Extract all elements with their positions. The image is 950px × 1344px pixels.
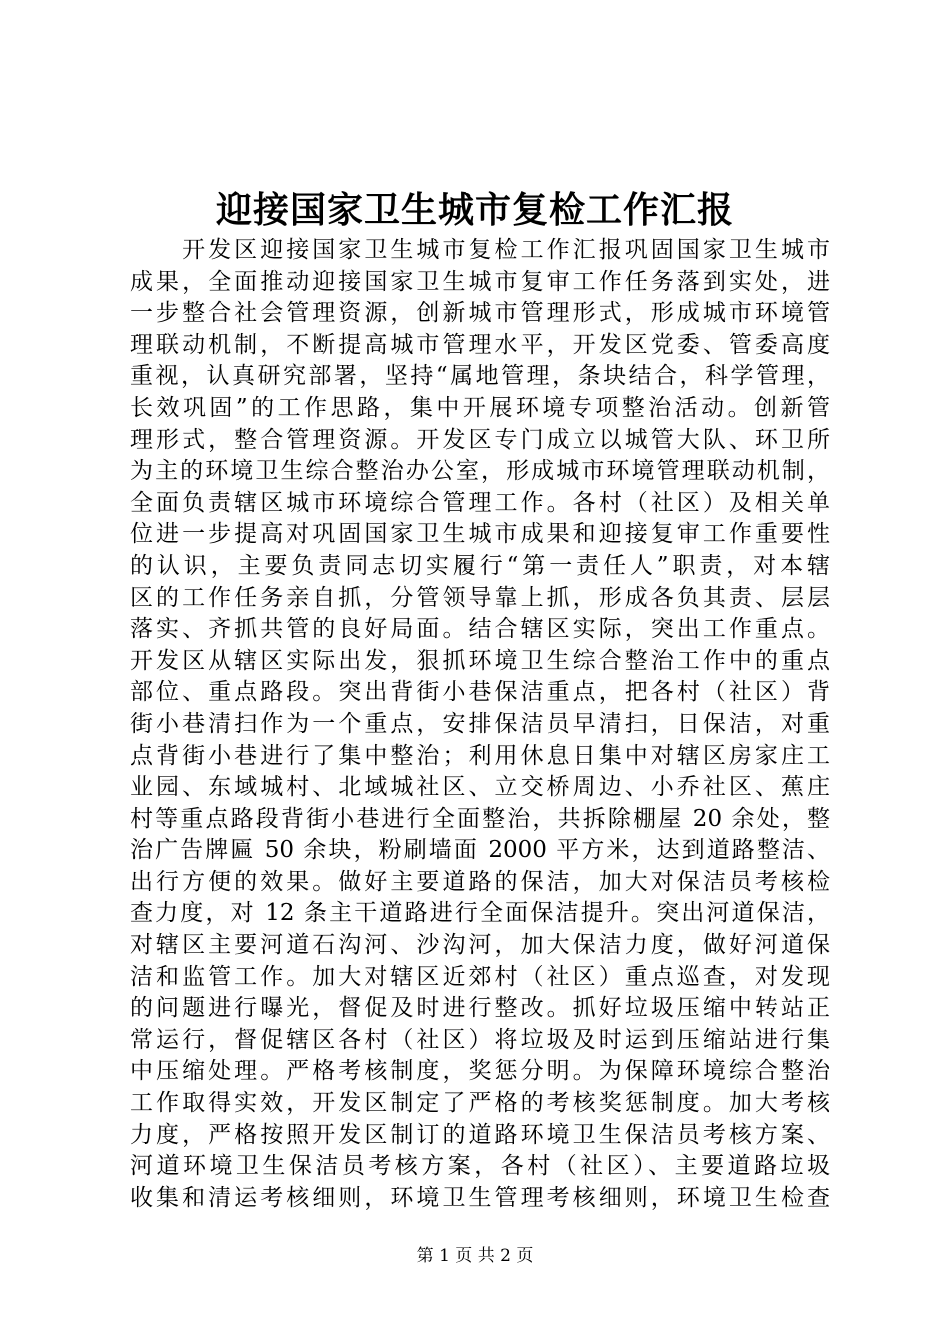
body-line: 洁和监管工作。加大对辖区近郊村（社区）重点巡查，对发现	[130, 963, 830, 990]
body-line: 位进一步提高对巩固国家卫生城市成果和迎接复审工作重要性	[130, 521, 830, 548]
body-line: 一步整合社会管理资源，创新城市管理形式，形成城市环境管	[130, 300, 830, 327]
body-line: 收集和清运考核细则，环境卫生管理考核细则，环境卫生检查	[130, 1184, 830, 1211]
body-line: 部位、重点路段。突出背街小巷保洁重点，把各村（社区）背	[130, 679, 830, 706]
body-line: 的问题进行曝光，督促及时进行整改。抓好垃圾压缩中转站正	[130, 995, 830, 1022]
body-line: 区的工作任务亲自抓，分管领导靠上抓，形成各负其责、层层	[130, 584, 830, 611]
body-line: 理形式，整合管理资源。开发区专门成立以城管大队、环卫所	[130, 426, 830, 453]
body-line: 的认识，主要负责同志切实履行“第一责任人”职责，对本辖	[130, 552, 830, 579]
body-line: 业园、东域城村、北域城社区、立交桥周边、小乔社区、蕉庄	[130, 774, 830, 801]
body-line: 村等重点路段背街小巷进行全面整治，共拆除棚屋 20 余处，整	[130, 805, 830, 832]
document-body	[130, 235, 830, 1214]
body-line: 落实、齐抓共管的良好局面。结合辖区实际，突出工作重点。	[130, 616, 830, 643]
body-line: 力度，严格按照开发区制订的道路环境卫生保洁员考核方案、	[130, 1121, 830, 1148]
body-line: 出行方便的效果。做好主要道路的保洁，加大对保洁员考核检	[130, 868, 830, 895]
body-line: 街小巷清扫作为一个重点，安排保洁员早清扫，日保洁，对重	[130, 710, 830, 737]
body-line: 对辖区主要河道石沟河、沙沟河，加大保洁力度，做好河道保	[130, 932, 830, 959]
body-line: 查力度，对 12 条主干道路进行全面保洁提升。突出河道保洁，	[130, 900, 830, 927]
body-line: 开发区从辖区实际出发，狠抓环境卫生综合整治工作中的重点	[130, 647, 830, 674]
body-line: 重视，认真研究部署，坚持“属地管理，条块结合，科学管理，	[130, 363, 830, 390]
body-line: 治广告牌匾 50 余块，粉刷墙面 2000 平方米，达到道路整洁、	[130, 837, 830, 864]
body-line: 点背街小巷进行了集中整治；利用休息日集中对辖区房家庄工	[130, 742, 830, 769]
body-line: 工作取得实效，开发区制定了严格的考核奖惩制度。加大考核	[130, 1090, 830, 1117]
body-line: 为主的环境卫生综合整治办公室，形成城市环境管理联动机制，	[130, 458, 830, 485]
body-line: 河道环境卫生保洁员考核方案，各村（社区）、主要道路垃圾	[130, 1153, 830, 1180]
body-line: 全面负责辖区城市环境综合管理工作。各村（社区）及相关单	[130, 489, 830, 516]
body-line: 中压缩处理。严格考核制度，奖惩分明。为保障环境综合整治	[130, 1058, 830, 1085]
page-footer: 第 1 页 共 2 页	[416, 1246, 534, 1266]
body-line: 开发区迎接国家卫生城市复检工作汇报巩固国家卫生城市	[130, 237, 830, 263]
body-line: 成果，全面推动迎接国家卫生城市复审工作任务落到实处，进	[130, 268, 830, 295]
document-title: 迎接国家卫生城市复检工作汇报	[215, 189, 734, 231]
body-line: 长效巩固”的工作思路，集中开展环境专项整治活动。创新管	[130, 394, 830, 421]
body-line: 理联动机制，不断提高城市管理水平，开发区党委、管委高度	[130, 331, 830, 358]
body-line: 常运行，督促辖区各村（社区）将垃圾及时运到压缩站进行集	[130, 1026, 830, 1053]
